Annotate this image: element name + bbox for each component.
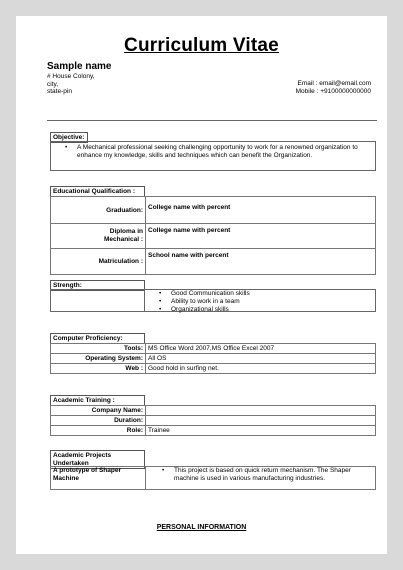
computer-label: Operating System:	[51, 354, 146, 364]
computer-value: MS Office Word 2007,MS Office Excel 2007	[146, 344, 376, 354]
table-row	[51, 364, 376, 374]
objective-box	[50, 141, 376, 171]
computer-table	[50, 343, 376, 374]
objective-text: • A Mechanical professional seeking challenging opportunity to work for a renowned organization to enhance my knowledge, skills and techniques which can benefit the Organization.	[65, 144, 370, 160]
education-table	[50, 196, 376, 275]
computer-label: Tools:	[51, 344, 146, 354]
table-row	[51, 197, 376, 224]
education-label: Graduation:	[51, 197, 146, 224]
projects-table	[50, 466, 376, 490]
table-row	[51, 467, 376, 490]
email-label: Email	[297, 80, 314, 87]
education-value: College name with percent	[146, 197, 376, 224]
address-line: # House Colony,	[47, 73, 95, 80]
address-block	[47, 73, 95, 96]
training-value	[146, 416, 376, 426]
header-divider	[47, 120, 377, 121]
address-line: state-pin	[47, 88, 72, 96]
training-title: Academic Training :	[50, 395, 145, 406]
table-row	[51, 406, 376, 416]
education-label: Matriculation :	[51, 249, 146, 275]
education-value: School name with percent	[146, 249, 376, 275]
personal-information-heading: PERSONAL INFORMATION	[156, 524, 247, 531]
address-line: city,	[47, 80, 59, 88]
strength-left-cell	[50, 289, 145, 312]
list-item: • Organizational skills	[159, 306, 250, 314]
education-value: College name with percent	[146, 224, 376, 249]
project-description-cell	[146, 467, 376, 490]
computer-value: All OS	[146, 354, 376, 364]
training-value	[146, 406, 376, 416]
list-item: • Good Communication skills	[159, 290, 250, 298]
education-title: Educational Qualification :	[50, 186, 145, 197]
computer-label: Web :	[51, 364, 146, 374]
objective-title: Objective:	[50, 132, 88, 143]
computer-value: Good hold in surfing net.	[146, 364, 376, 374]
table-row	[51, 354, 376, 364]
training-value: Trainee	[146, 426, 376, 436]
email-value: : email@email.com	[315, 80, 371, 87]
table-row	[51, 344, 376, 354]
training-label: Duration:	[51, 416, 146, 426]
education-label: Diploma in Mechanical :	[51, 224, 146, 249]
strength-box	[144, 289, 376, 312]
computer-title: Computer Proficiency:	[50, 333, 145, 344]
table-row	[51, 416, 376, 426]
mobile-label: Mobile	[295, 87, 315, 95]
projects-title: Academic Projects Undertaken	[50, 450, 145, 469]
table-row	[51, 249, 376, 275]
strength-title: Strength:	[50, 280, 145, 291]
training-label: Role:	[51, 426, 146, 436]
training-label: Company Name:	[51, 406, 146, 416]
project-name: A prototype of Shaper Machine	[51, 467, 146, 490]
list-item: • Ability to work in a team	[159, 298, 250, 306]
contact-block	[296, 80, 371, 95]
table-row	[51, 224, 376, 249]
resume-page	[16, 16, 387, 554]
page-title: Curriculum Vitae	[124, 35, 279, 56]
project-description: • This project is based on quick return mechanism. The Shaper machine is used in various manufacturing industries.	[162, 467, 363, 483]
table-row	[51, 426, 376, 436]
mobile-value: : +9100000000000	[316, 87, 371, 95]
candidate-name: Sample name	[47, 61, 112, 72]
training-table	[50, 405, 376, 436]
